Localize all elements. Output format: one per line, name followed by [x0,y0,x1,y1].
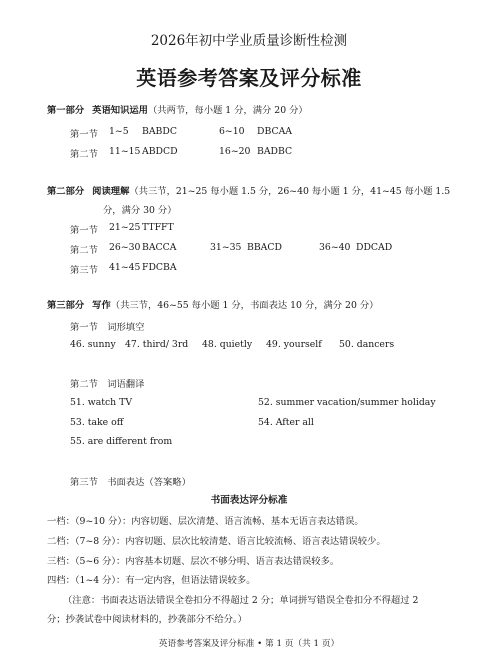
scoring-level-3: 三档：（5~6 分）：内容基本切题、层次不够分明、语言表达错误较多。 [47,556,340,567]
word-form-answer: 47. third/ 3rd [125,339,189,350]
part1-sec1-label: 第一节 [70,129,98,140]
part2-desc: （共三节，21~25 每小题 1.5 分，26~40 每小题 1 分，41~45 每小题 1.5 [129,186,451,197]
part1-desc: （共两节，每小题 1 分，满分 20 分） [147,105,308,116]
exam-header-title: 2026年初中学业质量诊断性检测 [150,33,348,49]
part3-sec1-title: 第一节 词形填空 [70,322,145,333]
translation-answer: 54. After all [258,417,314,428]
part2-sec1-answers: TTFFT [142,222,174,233]
part1-sec2-answers-a: ABDCD [142,146,178,157]
part3-sec3-title: 第三节 书面表达（答案略） [70,477,191,488]
part1-heading [47,102,308,116]
part1-sec2-range-a: 11~15 [109,146,141,157]
part1-sec2-label: 第二节 [70,149,98,160]
scoring-note-line2: 分；抄袭试卷中阅读材料的，抄袭部分不给分。） [47,614,247,625]
page-footer: 英语参考答案及评分标准 • 第 1 页（共 1 页） [158,639,340,649]
part3-desc: （共三节，46~55 每小题 1 分，书面表达 10 分，满分 20 分） [110,300,379,311]
part2-sec2-range-a: 26~30 [109,242,141,253]
part2-sec2-answers-c: DDCAD [356,242,393,253]
translation-answer: 51. watch TV [70,397,133,408]
part2-sec2-range-b: 31~35 [210,242,242,253]
part1-sec2-answers-b: BADBC [257,146,293,157]
part2-heading [47,183,450,197]
part1-sec1-answers-b: DBCAA [257,126,292,137]
part2-name: 阅读理解 [92,186,130,197]
part1-sec1-answers-a: BABDC [142,126,177,137]
part1-label: 第一部分 [47,105,85,116]
word-form-answer: 50. dancers [339,339,395,350]
part2-sec2-answers-b: BBACD [247,242,282,253]
part2-sec3-label: 第三节 [70,265,98,276]
part2-sec1-range: 21~25 [109,222,141,233]
part3-heading [47,297,378,311]
scoring-level-4: 四档：（1~4 分）：有一定内容，但语法错误较多。 [47,575,256,586]
word-form-answer: 49. yourself [266,339,322,350]
translation-answer: 53. take off [70,417,124,428]
part2-sec2-answers-a: BACCA [142,242,177,253]
part2-label: 第二部分 [47,186,85,197]
page-title: 英语参考答案及评分标准 [136,66,362,90]
scoring-level-2: 二档：（7~8 分）：内容切题、层次比较清楚、语言比较流畅、语言表达错误较少。 [47,536,386,547]
part2-sec2-label: 第二节 [70,245,98,256]
part2-sec3-range: 41~45 [109,262,141,273]
part2-sec2-range-c: 36~40 [319,242,351,253]
part3-sec2-title: 第二节 词语翻译 [70,379,145,390]
part3-label: 第三部分 [47,300,85,311]
part1-sec2-range-b: 16~20 [219,146,251,157]
part3-name: 写作 [92,300,111,311]
part2-sec3-answers: FDCBA [142,262,177,273]
word-form-answer: 48. quietly [202,339,253,350]
part1-sec1-range-a: 1~5 [109,126,129,137]
word-form-answer: 46. sunny [70,339,116,350]
part2-sec1-label: 第一节 [70,225,98,236]
translation-answer: 55. are different from [70,436,173,447]
part1-sec1-range-b: 6~10 [219,126,245,137]
scoring-standard-title: 书面表达评分标准 [210,495,288,506]
part2-desc-cont: 分，满分 30 分） [103,205,177,216]
translation-answer: 52. summer vacation/summer holiday [258,397,436,408]
part1-name: 英语知识运用 [92,105,148,116]
scoring-note-line1: （注意：书面表达语法错误全卷扣分不得超过 2 分；单词拼写错误全卷扣分不得超过 2 [63,595,419,606]
scoring-level-1: 一档：（9~10 分）：内容切题、层次清楚、语言流畅、基本无语言表达错误。 [47,516,364,527]
